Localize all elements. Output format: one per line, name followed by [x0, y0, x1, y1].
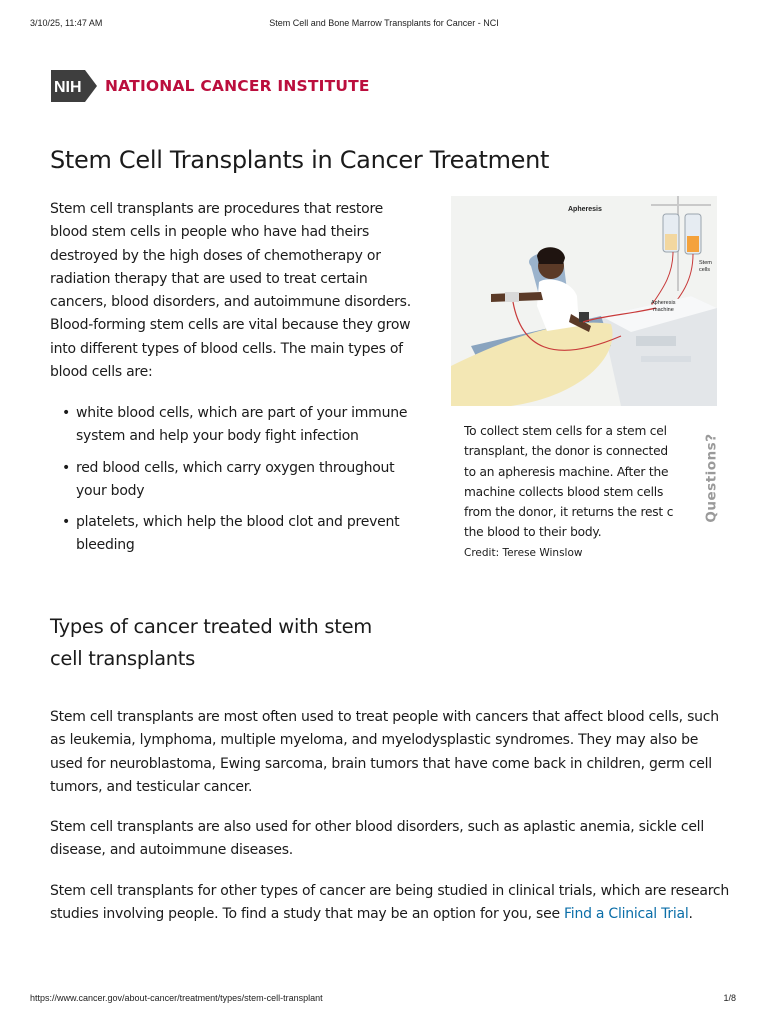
find-clinical-trial-link[interactable]: Find a Clinical Trial [564, 906, 689, 923]
list-item: • red blood cells, which carry oxygen throughout your body [62, 457, 422, 504]
blood-disorders-paragraph: Stem cell transplants are also used for other blood disorders, such as aplastic anemia, sickle cell disease, and autoimmune diseases. [50, 819, 704, 859]
page-title: Stem Cell Transplants in Cancer Treatment [50, 146, 550, 174]
clinical-trials-paragraph [50, 880, 730, 927]
list-item: • white blood cells, which are part of your immune system and help your body fight infection [62, 402, 422, 449]
caption-line: to an apheresis machine. After the [464, 464, 669, 479]
print-datetime: 3/10/25, 11:47 AM [30, 18, 103, 28]
questions-tab[interactable] [699, 432, 725, 524]
figure-label-stem: Stem [699, 260, 712, 266]
section-title: Types of cancer treated with stem cell transplants [50, 615, 372, 670]
cancer-types-paragraph: Stem cell transplants are most often used to treat people with cancers that affect blood cells, such as leukemia, lymphoma, multiple myeloma, and myelodysplastic syndromes. They may also be used for neuroblastoma, Ewing sarcoma, brain tumors that have come back in children, germ cell tumors, and testicular cancer. [50, 709, 719, 795]
nih-badge-text: NIH [54, 79, 82, 96]
nci-name: NATIONAL CANCER INSTITUTE [105, 77, 370, 95]
clinical-trials-period: . [688, 906, 693, 923]
caption-line: from the donor, it returns the rest c [464, 505, 674, 520]
figure-caption [464, 421, 690, 561]
caption-line: the blood to their body. [464, 525, 602, 540]
nih-badge-icon [51, 70, 99, 102]
blood-cell-types-list [62, 402, 422, 566]
figure-label-machine: machine [653, 307, 674, 313]
caption-line: machine collects blood stem cells [464, 484, 664, 499]
print-doc-title: Stem Cell and Bone Marrow Transplants for Cancer - NCI [269, 18, 499, 28]
list-item: • platelets, which help the blood clot and prevent bleeding [62, 511, 422, 558]
print-page-number: 1/8 [723, 993, 736, 1003]
print-footer [0, 993, 768, 1007]
print-header [0, 18, 768, 32]
figure-label-cells: cells [699, 267, 711, 273]
questions-tab-label: Questions? [704, 433, 720, 523]
figure-label-apheresis: Apheresis [651, 300, 676, 306]
figure-credit: Credit: Terese Winslow [464, 546, 583, 559]
caption-line: To collect stem cells for a stem cel [464, 424, 667, 438]
print-url: https://www.cancer.gov/about-cancer/treatment/types/stem-cell-transplant [30, 993, 323, 1003]
apheresis-illustration[interactable] [451, 196, 717, 406]
clinical-trials-text: Stem cell transplants for other types of cancer are being studied in clinical trials, which are research studies involving people. To find a study that may be an option for you, see [50, 883, 729, 923]
figure-label-title: Apheresis [568, 206, 602, 213]
caption-line: transplant, the donor is connected [464, 444, 668, 459]
nci-logo[interactable] [51, 70, 370, 102]
intro-paragraph: Stem cell transplants are procedures that restore blood stem cells in people who have had theirs destroyed by the high doses of chemotherapy or radiation therapy that are used to treat certain cancers, blood disorders, and autoimmune disorders. Blood-forming stem cells are vital because they grow into different types of blood cells. The main types of blood cells are: [50, 201, 411, 381]
